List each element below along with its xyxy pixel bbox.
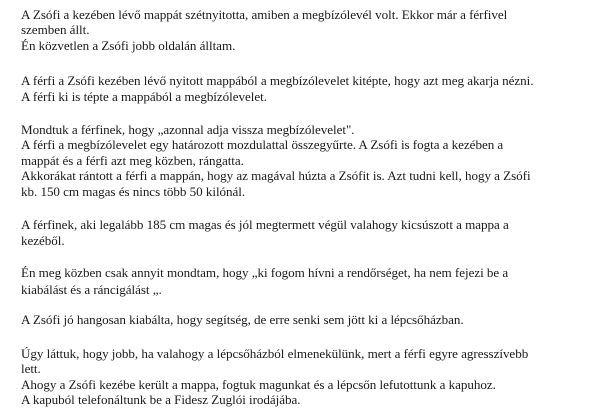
paragraph-3-line-5: kb. 150 cm magas és nincs több 50 kilónál. bbox=[21, 184, 246, 199]
paragraph-7-line-1: Úgy láttuk, hogy jobb, ha valahogy a lépcsőházból elmenekülünk, mert a férfi egyre agresszívebb bbox=[21, 346, 529, 361]
paragraph-3-line-2: A férfi a megbízólevelet egy határozott mozdulattal összegyűrte. A Zsófi is fogta a kezében a bbox=[21, 137, 504, 152]
paragraph-7-line-2: lett. bbox=[21, 361, 41, 376]
paragraph-4-line-1: A férfinek, aki legalább 185 cm magas és jól megtermett végül valahogy kicsúszott a mappa a bbox=[21, 217, 509, 232]
paragraph-5-line-2: kiabálást és a ráncigálást „. bbox=[21, 282, 162, 297]
paragraph-2-line-1: A férfi a Zsófi kezében lévő nyitott mappából a megbízólevelet kitépte, hogy azt meg akarja nézni. bbox=[21, 73, 534, 88]
paragraph-5-line-1: Én meg közben csak annyit mondtam, hogy „ki fogom hívni a rendőrséget, ha nem fejezi be a bbox=[21, 265, 509, 280]
paragraph-1-line-1: A Zsófi a kezében lévő mappát szétnyitotta, amiben a megbízólevél volt. Ekkor már a férfivel bbox=[21, 7, 508, 22]
paragraph-1-line-3: Én közvetlen a Zsófi jobb oldalán álltam. bbox=[21, 38, 236, 53]
paragraph-7-line-3: Ahogy a Zsófi kezébe került a mappa, fogtuk magunkat és a lépcsőn lefutottunk a kapuhoz. bbox=[21, 377, 496, 392]
paragraph-3-line-3: mappát és a férfi azt meg közben, rángatta. bbox=[21, 153, 244, 168]
paragraph-7-line-4: A kapuból telefonáltunk be a Fidesz Zuglói irodájába. bbox=[21, 392, 301, 407]
paragraph-6-line-1: A Zsófi jó hangosan kiabálta, hogy segítség, de erre senki sem jött ki a lépcsőházban. bbox=[21, 312, 464, 327]
paragraph-2-line-2: A férfi ki is tépte a mappából a megbízólevelet. bbox=[21, 89, 267, 104]
paragraph-3-line-1: Mondtuk a férfinek, hogy „azonnal adja vissza megbízólevelet". bbox=[21, 122, 355, 137]
paragraph-3-line-4: Akkorákat rántott a férfi a mappán, hogy az magával húzta a Zsófit is. Azt tudni kell, hogy a Zsófi bbox=[21, 168, 531, 183]
paragraph-1-line-2: szemben állt. bbox=[21, 22, 90, 37]
paragraph-4-line-2: kezéből. bbox=[21, 233, 65, 248]
